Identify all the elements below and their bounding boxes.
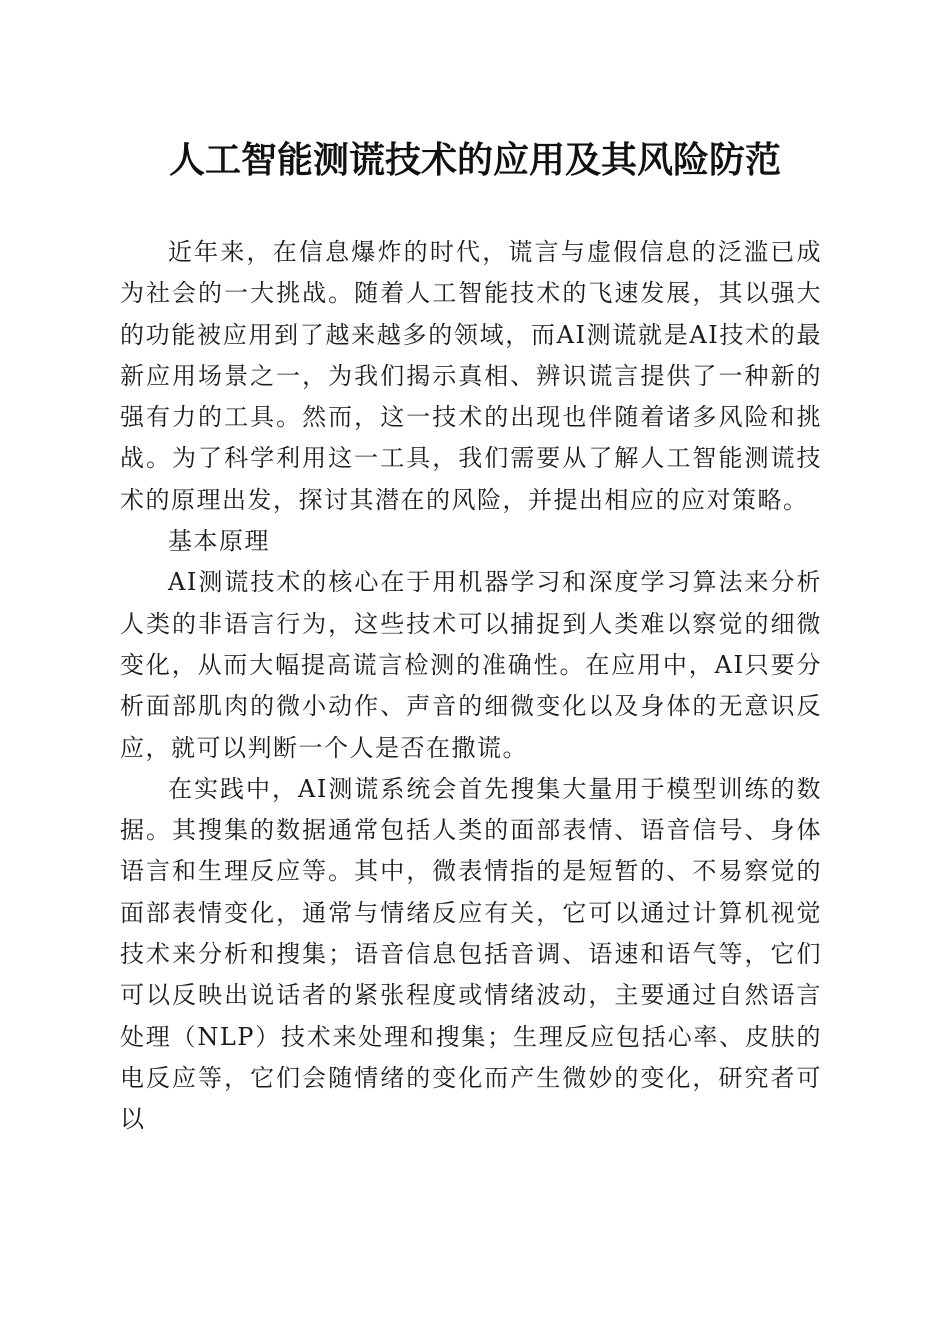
paragraph-principle: AI测谎技术的核心在于用机器学习和深度学习算法来分析人类的非语言行为，这些技术可以捕捉到人类难以察觉的细微变化，从而大幅提高谎言检测的准确性。在应用中，AI只要分析面部肌肉的微小动作、声音的细微变化以及身体的无意识反应，就可以判断一个人是否在撒谎。: [120, 568, 822, 762]
document-body: [120, 232, 822, 1141]
document-title: 人工智能测谎技术的应用及其风险防范: [168, 139, 781, 181]
paragraph-practice: 在实践中，AI测谎系统会首先搜集大量用于模型训练的数据。其搜集的数据通常包括人类的面部表情、语音信号、身体语言和生理反应等。其中，微表情指的是短暂的、不易察觉的面部表情变化，通常与情绪反应有关，它可以通过计算机视觉技术来分析和搜集；语音信息包括音调、语速和语气等，它们可以反映出说话者的紧张程度或情绪波动，主要通过自然语言处理（NLP）技术来处理和搜集；生理反应包括心率、皮肤的电反应等，它们会随情绪的变化而产生微妙的变化，研究者可以: [120, 774, 822, 1134]
paragraph-intro: 近年来，在信息爆炸的时代，谎言与虚假信息的泛滥已成为社会的一大挑战。随着人工智能技术的飞速发展，其以强大的功能被应用到了越来越多的领域，而AI测谎就是AI技术的最新应用场景之一，为我们揭示真相、辨识谎言提供了一种新的强有力的工具。然而，这一技术的出现也伴随着诸多风险和挑战。为了科学利用这一工具，我们需要从了解人工智能测谎技术的原理出发，探讨其潜在的风险，并提出相应的应对策略。: [120, 238, 822, 514]
section-heading-basic-principle: 基本原理: [168, 527, 270, 556]
